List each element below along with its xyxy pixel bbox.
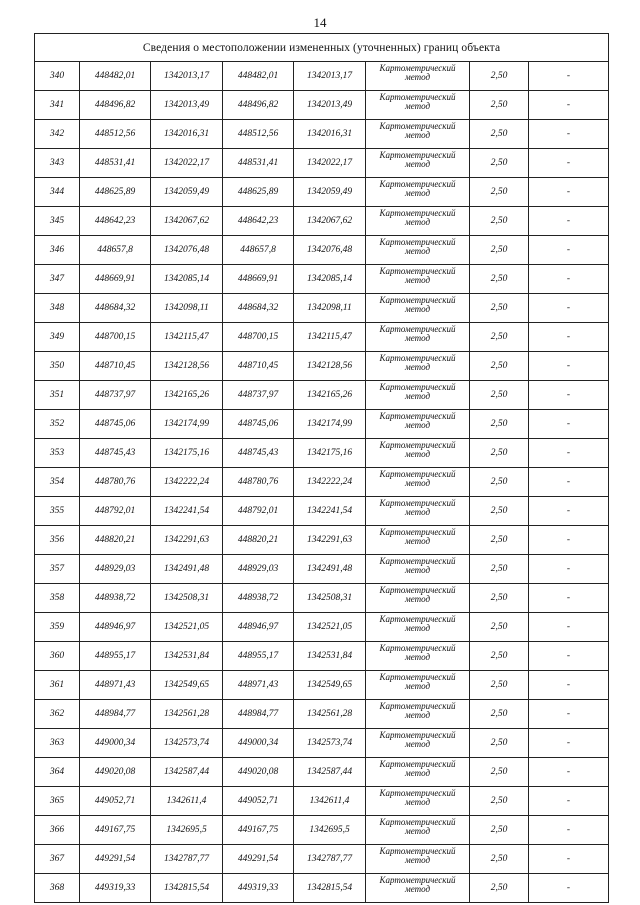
note-cell: - bbox=[529, 787, 609, 816]
existing-y-cell: 1342508,31 bbox=[151, 584, 223, 613]
table-row bbox=[35, 613, 609, 642]
refined-y-cell: 1342508,31 bbox=[294, 584, 366, 613]
accuracy-cell: 2,50 bbox=[470, 178, 529, 207]
point-number-cell: 360 bbox=[35, 642, 80, 671]
determination-method-cell: Картометрический метод bbox=[366, 178, 470, 207]
accuracy-cell: 2,50 bbox=[470, 265, 529, 294]
point-number-cell: 363 bbox=[35, 729, 80, 758]
table-row bbox=[35, 439, 609, 468]
table-row bbox=[35, 468, 609, 497]
determination-method-cell: Картометрический метод bbox=[366, 439, 470, 468]
table-row bbox=[35, 816, 609, 845]
existing-y-cell: 1342531,84 bbox=[151, 642, 223, 671]
existing-y-cell: 1342174,99 bbox=[151, 410, 223, 439]
existing-x-cell: 448625,89 bbox=[80, 178, 151, 207]
accuracy-cell: 2,50 bbox=[470, 294, 529, 323]
determination-method-cell: Картометрический метод bbox=[366, 207, 470, 236]
point-number-cell: 341 bbox=[35, 91, 80, 120]
existing-y-cell: 1342175,16 bbox=[151, 439, 223, 468]
accuracy-cell: 2,50 bbox=[470, 323, 529, 352]
existing-y-cell: 1342165,26 bbox=[151, 381, 223, 410]
existing-y-cell: 1342016,31 bbox=[151, 120, 223, 149]
note-cell: - bbox=[529, 352, 609, 381]
existing-x-cell: 448710,45 bbox=[80, 352, 151, 381]
determination-method-cell: Картометрический метод bbox=[366, 758, 470, 787]
accuracy-cell: 2,50 bbox=[470, 758, 529, 787]
existing-y-cell: 1342115,47 bbox=[151, 323, 223, 352]
accuracy-cell: 2,50 bbox=[470, 381, 529, 410]
table-row bbox=[35, 294, 609, 323]
point-number-cell: 354 bbox=[35, 468, 80, 497]
determination-method-cell: Картометрический метод bbox=[366, 613, 470, 642]
table-row bbox=[35, 729, 609, 758]
point-number-cell: 362 bbox=[35, 700, 80, 729]
refined-x-cell: 448625,89 bbox=[223, 178, 294, 207]
refined-x-cell: 448792,01 bbox=[223, 497, 294, 526]
refined-x-cell: 448780,76 bbox=[223, 468, 294, 497]
determination-method-cell: Картометрический метод bbox=[366, 91, 470, 120]
refined-y-cell: 1342587,44 bbox=[294, 758, 366, 787]
refined-x-cell: 449291,54 bbox=[223, 845, 294, 874]
accuracy-cell: 2,50 bbox=[470, 787, 529, 816]
table-row bbox=[35, 526, 609, 555]
existing-x-cell: 448482,01 bbox=[80, 62, 151, 91]
refined-y-cell: 1342013,17 bbox=[294, 62, 366, 91]
accuracy-cell: 2,50 bbox=[470, 207, 529, 236]
refined-x-cell: 448745,43 bbox=[223, 439, 294, 468]
refined-x-cell: 448700,15 bbox=[223, 323, 294, 352]
refined-y-cell: 1342175,16 bbox=[294, 439, 366, 468]
note-cell: - bbox=[529, 62, 609, 91]
refined-x-cell: 449020,08 bbox=[223, 758, 294, 787]
existing-x-cell: 448496,82 bbox=[80, 91, 151, 120]
existing-x-cell: 448531,41 bbox=[80, 149, 151, 178]
point-number-cell: 345 bbox=[35, 207, 80, 236]
existing-y-cell: 1342076,48 bbox=[151, 236, 223, 265]
table-row bbox=[35, 265, 609, 294]
refined-y-cell: 1342128,56 bbox=[294, 352, 366, 381]
note-cell: - bbox=[529, 381, 609, 410]
accuracy-cell: 2,50 bbox=[470, 352, 529, 381]
table-row bbox=[35, 381, 609, 410]
note-cell: - bbox=[529, 584, 609, 613]
refined-y-cell: 1342611,4 bbox=[294, 787, 366, 816]
table-row bbox=[35, 671, 609, 700]
accuracy-cell: 2,50 bbox=[470, 526, 529, 555]
accuracy-cell: 2,50 bbox=[470, 816, 529, 845]
point-number-cell: 346 bbox=[35, 236, 80, 265]
boundary-coordinates-table bbox=[34, 33, 609, 903]
point-number-cell: 344 bbox=[35, 178, 80, 207]
determination-method-cell: Картометрический метод bbox=[366, 62, 470, 91]
determination-method-cell: Картометрический метод bbox=[366, 265, 470, 294]
table-row bbox=[35, 91, 609, 120]
existing-x-cell: 448642,23 bbox=[80, 207, 151, 236]
table-row bbox=[35, 207, 609, 236]
table-row bbox=[35, 584, 609, 613]
refined-x-cell: 448657,8 bbox=[223, 236, 294, 265]
existing-x-cell: 449052,71 bbox=[80, 787, 151, 816]
refined-y-cell: 1342067,62 bbox=[294, 207, 366, 236]
refined-y-cell: 1342222,24 bbox=[294, 468, 366, 497]
existing-x-cell: 448657,8 bbox=[80, 236, 151, 265]
existing-y-cell: 1342549,65 bbox=[151, 671, 223, 700]
refined-y-cell: 1342076,48 bbox=[294, 236, 366, 265]
determination-method-cell: Картометрический метод bbox=[366, 729, 470, 758]
point-number-cell: 347 bbox=[35, 265, 80, 294]
refined-x-cell: 448496,82 bbox=[223, 91, 294, 120]
refined-x-cell: 448737,97 bbox=[223, 381, 294, 410]
refined-y-cell: 1342098,11 bbox=[294, 294, 366, 323]
table-row bbox=[35, 787, 609, 816]
existing-x-cell: 449000,34 bbox=[80, 729, 151, 758]
table-row bbox=[35, 555, 609, 584]
existing-y-cell: 1342013,17 bbox=[151, 62, 223, 91]
note-cell: - bbox=[529, 642, 609, 671]
accuracy-cell: 2,50 bbox=[470, 642, 529, 671]
existing-y-cell: 1342611,4 bbox=[151, 787, 223, 816]
accuracy-cell: 2,50 bbox=[470, 845, 529, 874]
refined-x-cell: 448669,91 bbox=[223, 265, 294, 294]
determination-method-cell: Картометрический метод bbox=[366, 787, 470, 816]
table-row bbox=[35, 149, 609, 178]
refined-y-cell: 1342549,65 bbox=[294, 671, 366, 700]
accuracy-cell: 2,50 bbox=[470, 671, 529, 700]
note-cell: - bbox=[529, 149, 609, 178]
note-cell: - bbox=[529, 700, 609, 729]
existing-y-cell: 1342022,17 bbox=[151, 149, 223, 178]
point-number-cell: 368 bbox=[35, 874, 80, 903]
determination-method-cell: Картометрический метод bbox=[366, 236, 470, 265]
refined-x-cell: 449319,33 bbox=[223, 874, 294, 903]
point-number-cell: 351 bbox=[35, 381, 80, 410]
existing-x-cell: 448820,21 bbox=[80, 526, 151, 555]
note-cell: - bbox=[529, 294, 609, 323]
refined-y-cell: 1342022,17 bbox=[294, 149, 366, 178]
note-cell: - bbox=[529, 91, 609, 120]
determination-method-cell: Картометрический метод bbox=[366, 497, 470, 526]
accuracy-cell: 2,50 bbox=[470, 584, 529, 613]
determination-method-cell: Картометрический метод bbox=[366, 845, 470, 874]
existing-x-cell: 448737,97 bbox=[80, 381, 151, 410]
determination-method-cell: Картометрический метод bbox=[366, 584, 470, 613]
note-cell: - bbox=[529, 613, 609, 642]
accuracy-cell: 2,50 bbox=[470, 729, 529, 758]
existing-x-cell: 448792,01 bbox=[80, 497, 151, 526]
existing-x-cell: 448512,56 bbox=[80, 120, 151, 149]
refined-y-cell: 1342291,63 bbox=[294, 526, 366, 555]
note-cell: - bbox=[529, 468, 609, 497]
accuracy-cell: 2,50 bbox=[470, 613, 529, 642]
existing-y-cell: 1342695,5 bbox=[151, 816, 223, 845]
note-cell: - bbox=[529, 439, 609, 468]
point-number-cell: 355 bbox=[35, 497, 80, 526]
refined-y-cell: 1342059,49 bbox=[294, 178, 366, 207]
determination-method-cell: Картометрический метод bbox=[366, 700, 470, 729]
accuracy-cell: 2,50 bbox=[470, 439, 529, 468]
refined-x-cell: 448971,43 bbox=[223, 671, 294, 700]
table-row bbox=[35, 642, 609, 671]
refined-x-cell: 448684,32 bbox=[223, 294, 294, 323]
point-number-cell: 353 bbox=[35, 439, 80, 468]
refined-x-cell: 448642,23 bbox=[223, 207, 294, 236]
existing-x-cell: 449020,08 bbox=[80, 758, 151, 787]
point-number-cell: 343 bbox=[35, 149, 80, 178]
table-row bbox=[35, 120, 609, 149]
refined-x-cell: 449052,71 bbox=[223, 787, 294, 816]
note-cell: - bbox=[529, 323, 609, 352]
existing-y-cell: 1342128,56 bbox=[151, 352, 223, 381]
refined-x-cell: 448955,17 bbox=[223, 642, 294, 671]
note-cell: - bbox=[529, 671, 609, 700]
existing-x-cell: 448929,03 bbox=[80, 555, 151, 584]
refined-y-cell: 1342174,99 bbox=[294, 410, 366, 439]
accuracy-cell: 2,50 bbox=[470, 497, 529, 526]
existing-x-cell: 448780,76 bbox=[80, 468, 151, 497]
note-cell: - bbox=[529, 874, 609, 903]
table-row bbox=[35, 352, 609, 381]
table-title: Сведения о местоположении измененных (уточненных) границ объекта bbox=[35, 34, 609, 62]
refined-x-cell: 448938,72 bbox=[223, 584, 294, 613]
determination-method-cell: Картометрический метод bbox=[366, 410, 470, 439]
existing-y-cell: 1342291,63 bbox=[151, 526, 223, 555]
refined-y-cell: 1342491,48 bbox=[294, 555, 366, 584]
note-cell: - bbox=[529, 236, 609, 265]
existing-y-cell: 1342573,74 bbox=[151, 729, 223, 758]
point-number-cell: 364 bbox=[35, 758, 80, 787]
refined-y-cell: 1342531,84 bbox=[294, 642, 366, 671]
accuracy-cell: 2,50 bbox=[470, 149, 529, 178]
determination-method-cell: Картометрический метод bbox=[366, 468, 470, 497]
note-cell: - bbox=[529, 120, 609, 149]
existing-y-cell: 1342787,77 bbox=[151, 845, 223, 874]
existing-y-cell: 1342561,28 bbox=[151, 700, 223, 729]
refined-x-cell: 448984,77 bbox=[223, 700, 294, 729]
point-number-cell: 358 bbox=[35, 584, 80, 613]
accuracy-cell: 2,50 bbox=[470, 410, 529, 439]
note-cell: - bbox=[529, 410, 609, 439]
existing-x-cell: 448745,43 bbox=[80, 439, 151, 468]
existing-y-cell: 1342222,24 bbox=[151, 468, 223, 497]
refined-x-cell: 448745,06 bbox=[223, 410, 294, 439]
point-number-cell: 352 bbox=[35, 410, 80, 439]
existing-x-cell: 448971,43 bbox=[80, 671, 151, 700]
existing-y-cell: 1342241,54 bbox=[151, 497, 223, 526]
existing-y-cell: 1342067,62 bbox=[151, 207, 223, 236]
refined-y-cell: 1342016,31 bbox=[294, 120, 366, 149]
determination-method-cell: Картометрический метод bbox=[366, 671, 470, 700]
accuracy-cell: 2,50 bbox=[470, 468, 529, 497]
table-row bbox=[35, 758, 609, 787]
refined-y-cell: 1342561,28 bbox=[294, 700, 366, 729]
note-cell: - bbox=[529, 497, 609, 526]
determination-method-cell: Картометрический метод bbox=[366, 120, 470, 149]
table-row bbox=[35, 410, 609, 439]
existing-x-cell: 448669,91 bbox=[80, 265, 151, 294]
point-number-cell: 359 bbox=[35, 613, 80, 642]
accuracy-cell: 2,50 bbox=[470, 91, 529, 120]
determination-method-cell: Картометрический метод bbox=[366, 323, 470, 352]
table-row bbox=[35, 62, 609, 91]
note-cell: - bbox=[529, 845, 609, 874]
existing-x-cell: 448700,15 bbox=[80, 323, 151, 352]
existing-y-cell: 1342587,44 bbox=[151, 758, 223, 787]
refined-x-cell: 448946,97 bbox=[223, 613, 294, 642]
existing-y-cell: 1342013,49 bbox=[151, 91, 223, 120]
point-number-cell: 342 bbox=[35, 120, 80, 149]
table-title-row bbox=[35, 34, 609, 62]
existing-y-cell: 1342085,14 bbox=[151, 265, 223, 294]
existing-y-cell: 1342098,11 bbox=[151, 294, 223, 323]
refined-y-cell: 1342085,14 bbox=[294, 265, 366, 294]
existing-y-cell: 1342521,05 bbox=[151, 613, 223, 642]
determination-method-cell: Картометрический метод bbox=[366, 381, 470, 410]
point-number-cell: 340 bbox=[35, 62, 80, 91]
refined-y-cell: 1342115,47 bbox=[294, 323, 366, 352]
note-cell: - bbox=[529, 729, 609, 758]
point-number-cell: 350 bbox=[35, 352, 80, 381]
existing-x-cell: 448946,97 bbox=[80, 613, 151, 642]
accuracy-cell: 2,50 bbox=[470, 120, 529, 149]
accuracy-cell: 2,50 bbox=[470, 62, 529, 91]
note-cell: - bbox=[529, 178, 609, 207]
refined-x-cell: 448512,56 bbox=[223, 120, 294, 149]
point-number-cell: 365 bbox=[35, 787, 80, 816]
existing-x-cell: 448745,06 bbox=[80, 410, 151, 439]
point-number-cell: 366 bbox=[35, 816, 80, 845]
refined-x-cell: 448929,03 bbox=[223, 555, 294, 584]
existing-x-cell: 448684,32 bbox=[80, 294, 151, 323]
refined-x-cell: 448531,41 bbox=[223, 149, 294, 178]
existing-x-cell: 448955,17 bbox=[80, 642, 151, 671]
determination-method-cell: Картометрический метод bbox=[366, 555, 470, 584]
refined-y-cell: 1342241,54 bbox=[294, 497, 366, 526]
refined-x-cell: 448820,21 bbox=[223, 526, 294, 555]
point-number-cell: 356 bbox=[35, 526, 80, 555]
table-row bbox=[35, 874, 609, 903]
existing-x-cell: 449291,54 bbox=[80, 845, 151, 874]
point-number-cell: 357 bbox=[35, 555, 80, 584]
note-cell: - bbox=[529, 816, 609, 845]
note-cell: - bbox=[529, 207, 609, 236]
determination-method-cell: Картометрический метод bbox=[366, 352, 470, 381]
point-number-cell: 361 bbox=[35, 671, 80, 700]
note-cell: - bbox=[529, 555, 609, 584]
refined-y-cell: 1342815,54 bbox=[294, 874, 366, 903]
table-row bbox=[35, 845, 609, 874]
determination-method-cell: Картометрический метод bbox=[366, 874, 470, 903]
point-number-cell: 367 bbox=[35, 845, 80, 874]
refined-x-cell: 449000,34 bbox=[223, 729, 294, 758]
point-number-cell: 349 bbox=[35, 323, 80, 352]
existing-x-cell: 449167,75 bbox=[80, 816, 151, 845]
existing-x-cell: 448984,77 bbox=[80, 700, 151, 729]
existing-x-cell: 448938,72 bbox=[80, 584, 151, 613]
refined-x-cell: 448710,45 bbox=[223, 352, 294, 381]
refined-y-cell: 1342521,05 bbox=[294, 613, 366, 642]
determination-method-cell: Картометрический метод bbox=[366, 526, 470, 555]
refined-y-cell: 1342013,49 bbox=[294, 91, 366, 120]
existing-y-cell: 1342815,54 bbox=[151, 874, 223, 903]
refined-x-cell: 448482,01 bbox=[223, 62, 294, 91]
accuracy-cell: 2,50 bbox=[470, 555, 529, 584]
accuracy-cell: 2,50 bbox=[470, 700, 529, 729]
refined-y-cell: 1342695,5 bbox=[294, 816, 366, 845]
determination-method-cell: Картометрический метод bbox=[366, 149, 470, 178]
existing-y-cell: 1342059,49 bbox=[151, 178, 223, 207]
table-row bbox=[35, 178, 609, 207]
table-row bbox=[35, 700, 609, 729]
refined-y-cell: 1342787,77 bbox=[294, 845, 366, 874]
table-row bbox=[35, 236, 609, 265]
existing-x-cell: 449319,33 bbox=[80, 874, 151, 903]
accuracy-cell: 2,50 bbox=[470, 236, 529, 265]
determination-method-cell: Картометрический метод bbox=[366, 816, 470, 845]
accuracy-cell: 2,50 bbox=[470, 874, 529, 903]
note-cell: - bbox=[529, 526, 609, 555]
note-cell: - bbox=[529, 758, 609, 787]
page-number: 14 bbox=[313, 15, 327, 30]
determination-method-cell: Картометрический метод bbox=[366, 642, 470, 671]
note-cell: - bbox=[529, 265, 609, 294]
existing-y-cell: 1342491,48 bbox=[151, 555, 223, 584]
refined-y-cell: 1342165,26 bbox=[294, 381, 366, 410]
table-row bbox=[35, 497, 609, 526]
table-row bbox=[35, 323, 609, 352]
point-number-cell: 348 bbox=[35, 294, 80, 323]
refined-x-cell: 449167,75 bbox=[223, 816, 294, 845]
refined-y-cell: 1342573,74 bbox=[294, 729, 366, 758]
determination-method-cell: Картометрический метод bbox=[366, 294, 470, 323]
